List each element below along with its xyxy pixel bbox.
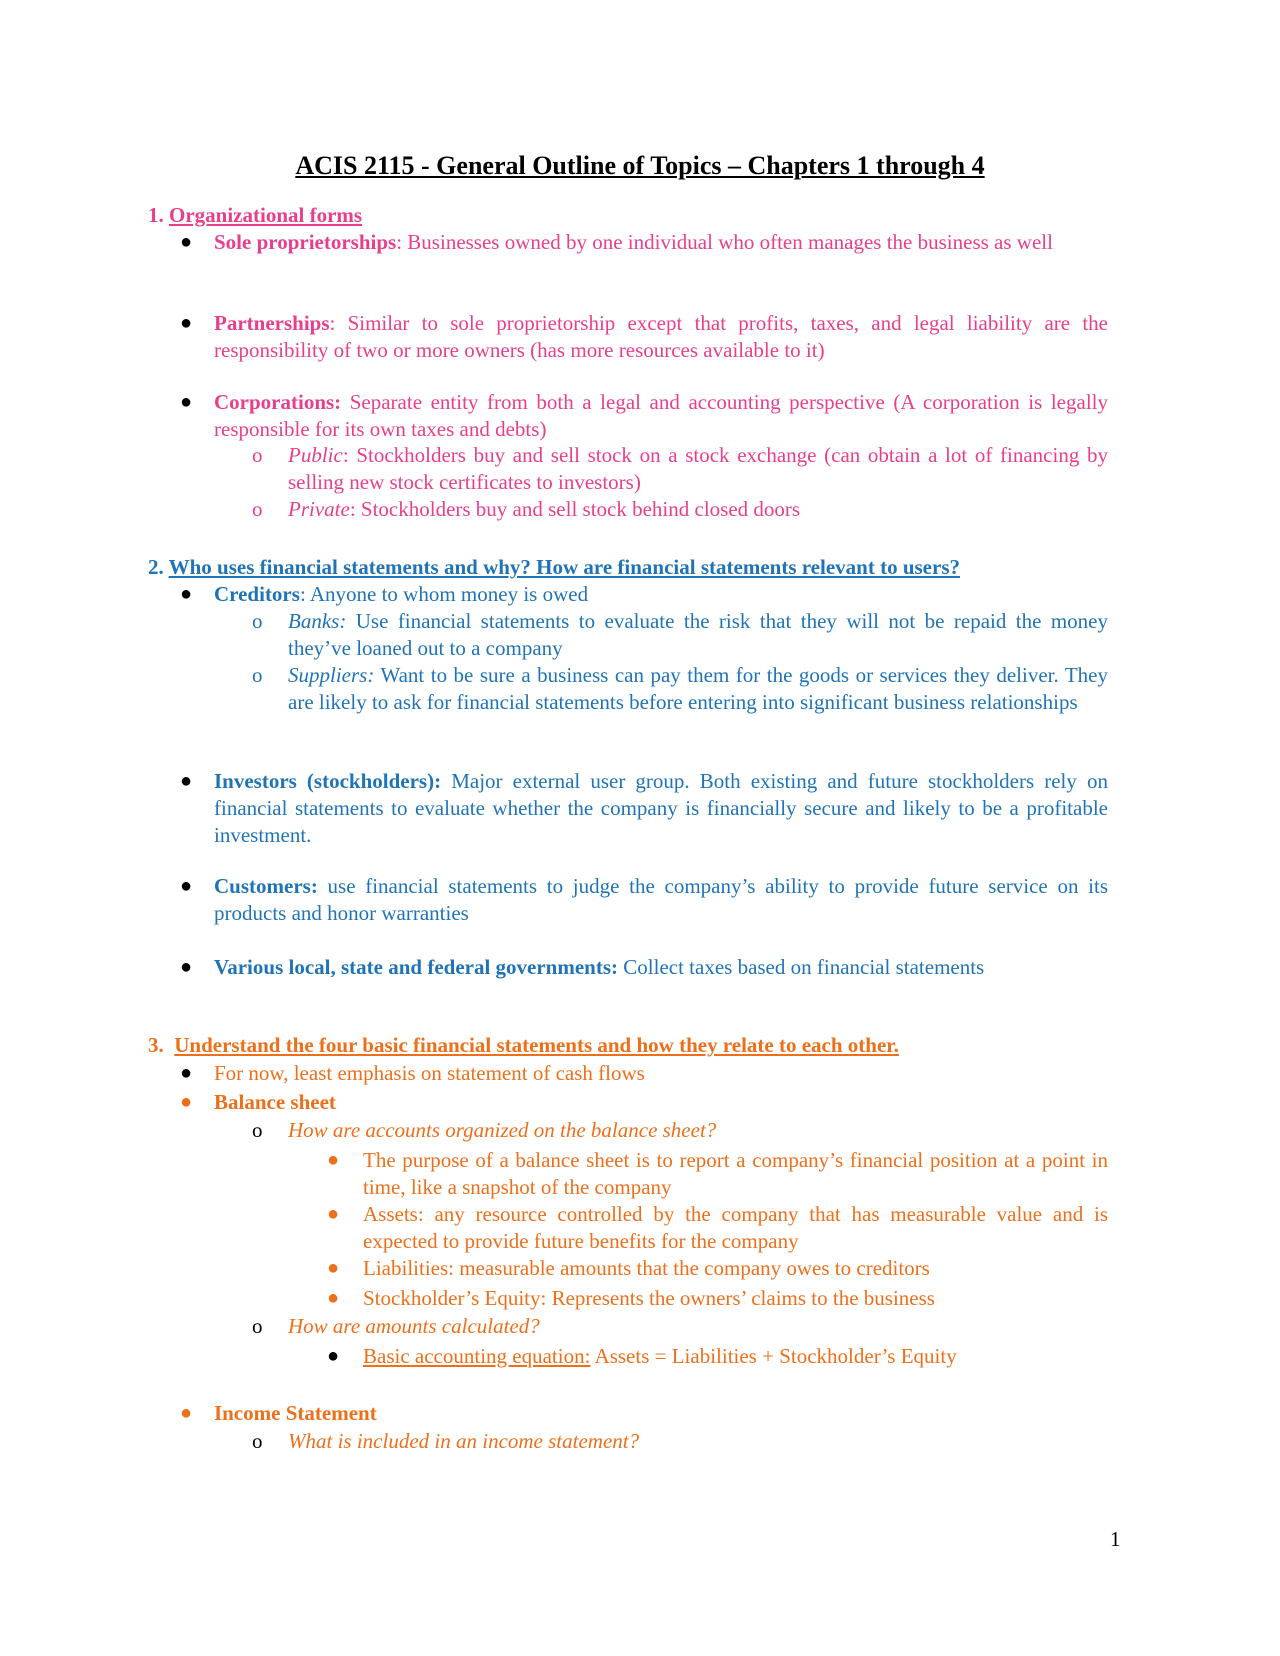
desc-accounting-equation: Assets = Liabilities + Stockholder’s Equity [590,1344,957,1368]
desc-governments: Collect taxes based on financial statements [618,955,985,979]
list-item-stockholders-equity: Stockholder’s Equity: Represents the owners’ claims to the business [363,1286,935,1310]
desc-investors: Major external user group. Both existing and future stockholders rely on financial statements to evaluate whether the company is financially secure and likely to be a profitable investment. [214,769,1108,847]
desc-sole-proprietorships: : Businesses owned by one individual who often manages the business as well [396,230,1053,254]
desc-corporations: Separate entity from both a legal and accounting perspective (A corporation is legally responsible for its own taxes and debts) [214,390,1108,441]
list-item-accounting-equation [363,1343,1108,1370]
term-corporations: Corporations: [214,390,342,414]
term-accounting-equation: Basic accounting equation: [363,1344,591,1368]
list-item-balance-sheet: Balance sheet [214,1090,336,1114]
desc-creditors: : Anyone to whom money is owed [299,582,589,606]
bullet-icon: ● [180,1062,193,1084]
term-investors: Investors (stockholders): [214,769,442,793]
list-item-private [288,496,1108,523]
question-income-statement: What is included in an income statement? [288,1429,640,1453]
desc-private: : Stockholders buy and sell stock behind closed doors [349,497,801,521]
sub-bullet-icon: o [252,443,263,467]
sub-bullet-icon: o [252,497,263,521]
desc-suppliers: Want to be sure a business can pay them for the goods or services they deliver. They are likely to ask for financial statements before entering into significant business relationships [288,663,1108,714]
bullet-icon: ● [327,1203,340,1225]
desc-partnerships: : Similar to sole proprietorship except that profits, taxes, and legal liability are the responsibility of two or more owners (has more resources available to it) [214,311,1108,362]
list-item-assets: Assets: any resource controlled by the company that has measurable value and is expected to provide future benefits for the company [363,1202,1108,1253]
section-1-heading [148,202,362,229]
sub-bullet-icon: o [252,1429,263,1453]
list-item-bs-purpose: The purpose of a balance sheet is to report a company’s financial position at a point in time, like a snapshot of the company [363,1148,1108,1199]
page-number: 1 [1110,1527,1121,1551]
bullet-icon: ● [327,1287,340,1309]
bullet-icon: ● [180,391,193,413]
term-creditors: Creditors [214,582,300,606]
term-customers: Customers: [214,874,318,898]
bullet-icon: ● [180,770,193,792]
list-item-cash-flow-note: For now, least emphasis on statement of cash flows [214,1061,645,1085]
term-banks: Banks: [288,609,347,633]
list-item-liabilities: Liabilities: measurable amounts that the company owes to creditors [363,1256,930,1280]
desc-public: : Stockholders buy and sell stock on a stock exchange (can obtain a lot of financing by selling new stock certificates to investors) [288,443,1108,494]
sub-bullet-icon: o [252,663,263,687]
section-2-title: Who uses financial statements and why? How are financial statements relevant to users? [168,555,960,579]
question-amounts-calculated: How are amounts calculated? [288,1314,540,1338]
section-3-title: Understand the four basic financial statements and how they relate to each other. [174,1033,899,1057]
term-suppliers: Suppliers: [288,663,375,687]
section-3-heading [148,1032,899,1059]
sub-bullet-icon: o [252,1314,263,1338]
list-item-suppliers [288,662,1108,716]
term-private: Private [288,497,350,521]
term-governments: Various local, state and federal governments: [214,955,619,979]
section-3-number: 3. [148,1033,164,1057]
bullet-icon: ● [180,956,193,978]
list-item-customers [214,873,1108,927]
page-title: ACIS 2115 - General Outline of Topics – Chapters 1 through 4 [295,151,985,180]
bullet-icon: ● [180,1091,193,1113]
section-2-number: 2. [148,555,164,579]
list-item-sole-proprietorships [214,229,1108,256]
question-accounts-organized: How are accounts organized on the balance sheet? [288,1118,717,1142]
sub-bullet-icon: o [252,609,263,633]
term-partnerships: Partnerships [214,311,330,335]
term-sole-proprietorships: Sole proprietorships [214,230,397,254]
list-item-governments [214,954,1108,981]
sub-bullet-icon: o [252,1118,263,1142]
desc-banks: Use financial statements to evaluate the risk that they will not be repaid the money they’ve loaned out to a company [288,609,1108,660]
list-item-partnerships [214,310,1108,364]
bullet-icon: ● [327,1345,340,1367]
list-item-banks [288,608,1108,662]
bullet-icon: ● [180,583,193,605]
bullet-icon: ● [180,231,193,253]
list-item-creditors [214,581,1108,608]
bullet-icon: ● [180,875,193,897]
bullet-icon: ● [180,1402,193,1424]
list-item-income-statement: Income Statement [214,1401,377,1425]
bullet-icon: ● [327,1149,340,1171]
term-public: Public [288,443,343,467]
section-1-number: 1. [148,203,164,227]
list-item-corporations [214,389,1108,443]
list-item-public [288,442,1108,496]
section-1-title: Organizational forms [169,203,363,227]
section-2-heading [148,554,960,581]
list-item-investors [214,768,1108,849]
bullet-icon: ● [327,1257,340,1279]
bullet-icon: ● [180,312,193,334]
desc-customers: use financial statements to judge the company’s ability to provide future service on its products and honor warranties [214,874,1108,925]
